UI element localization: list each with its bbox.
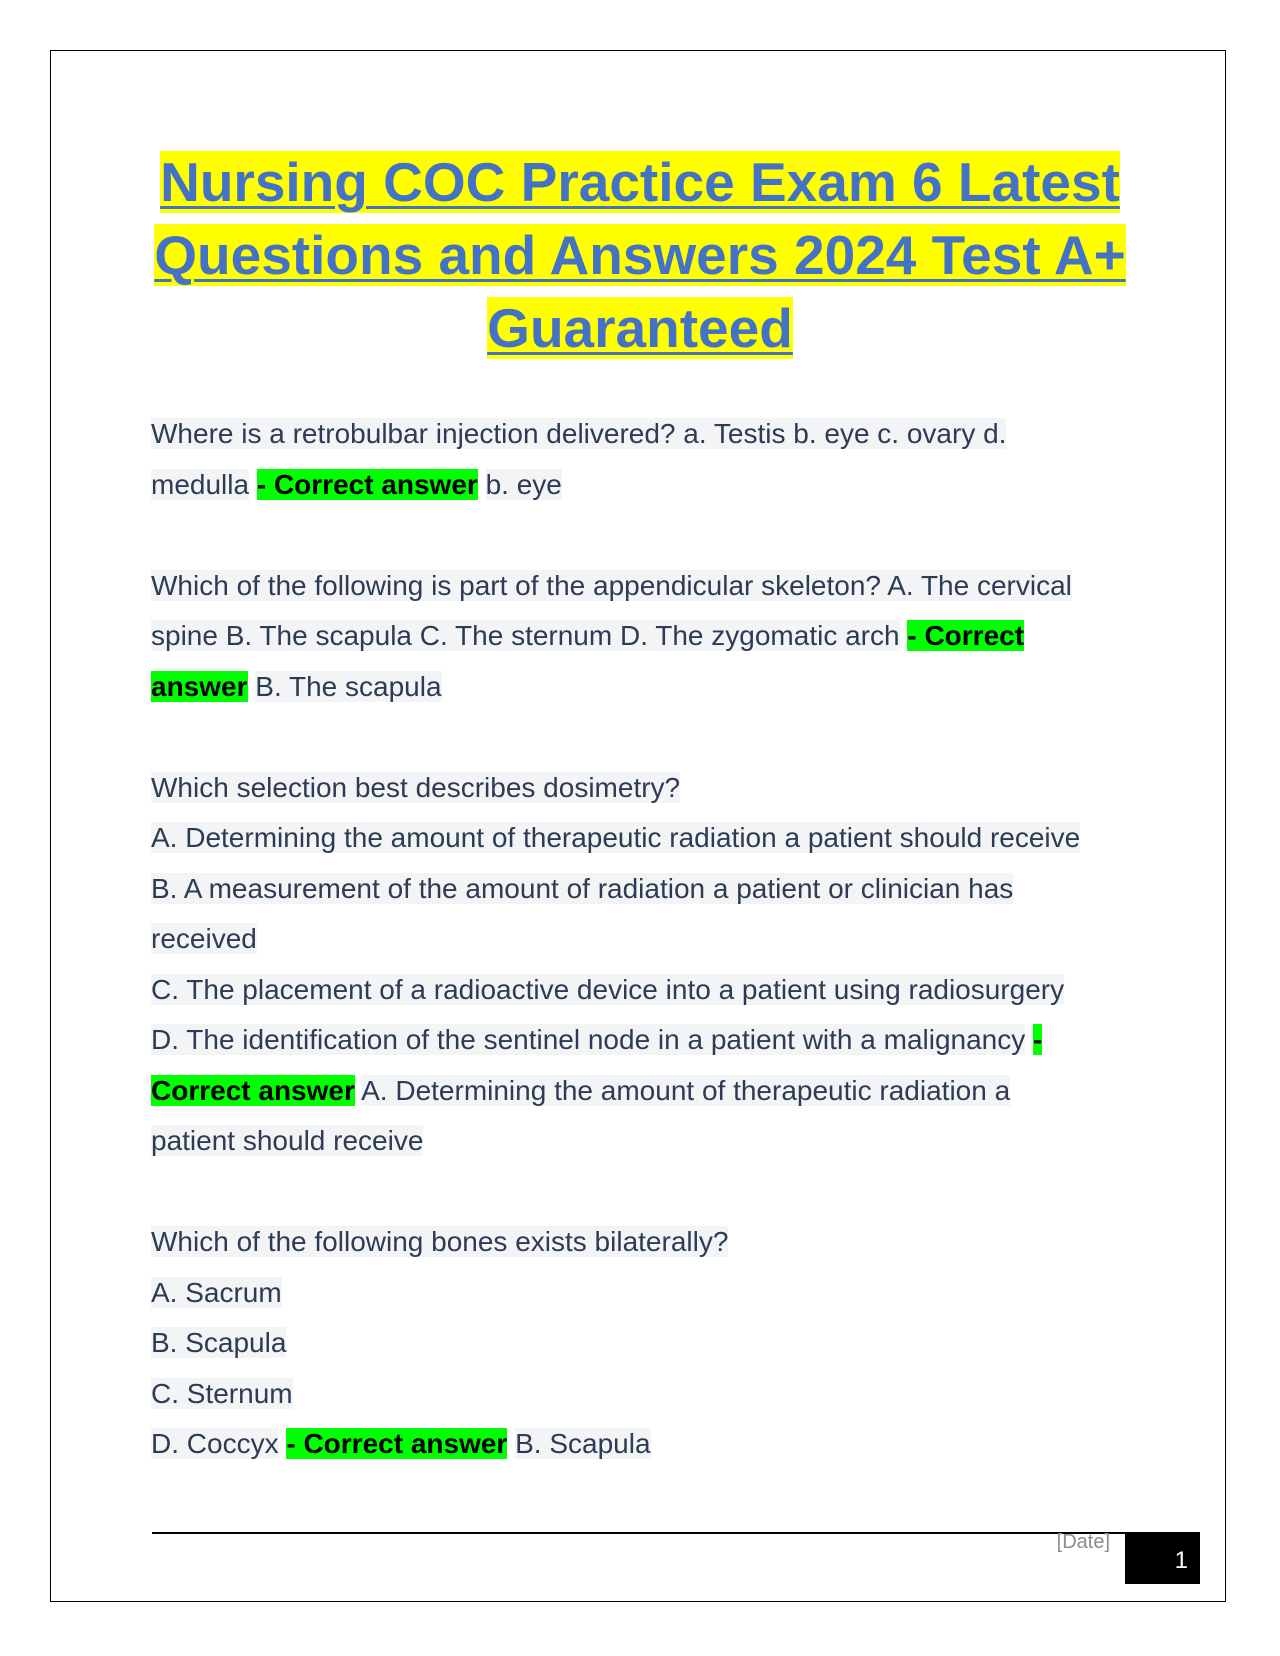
page-number: 1 xyxy=(1125,1532,1200,1584)
correct-answer-marker: - Correct answer xyxy=(286,1428,508,1459)
answer-text: B. Scapula xyxy=(515,1428,651,1459)
option-a: A. Determining the amount of therapeutic radiation a patient should receive xyxy=(151,822,1081,853)
option-b: B. A measurement of the amount of radiation a patient or clinician has xyxy=(151,872,1014,904)
footer-rule xyxy=(152,1532,1200,1534)
answer-text: b. eye xyxy=(485,468,562,500)
correct-answer-marker: - Correct xyxy=(907,620,1025,651)
answer-text-cont: patient should receive xyxy=(151,1125,424,1156)
option-d: D. Coccyx xyxy=(151,1428,279,1459)
option-a: A. Sacrum xyxy=(151,1276,282,1308)
document-body xyxy=(151,409,1141,1470)
answer-text: B. The scapula xyxy=(255,670,442,702)
document-title xyxy=(140,146,1140,365)
correct-answer-marker-cont: answer xyxy=(151,670,248,702)
option-c: C. Sternum xyxy=(151,1377,293,1409)
footer-date: [Date] xyxy=(1056,1531,1110,1553)
question-2: Which of the following is part of the appendicular skeleton? A. The cervical spine B. The scapula C. The sternum D. The zygomatic arch - Correct answer B. The scapula xyxy=(151,569,1072,702)
correct-answer-marker: - xyxy=(1033,1024,1043,1055)
question-3: Which selection best describes dosimetry? A. Determining the amount of therapeutic radiation a patient should receive B. A measurement of the amount of radiation a patient or clinician has received C. The placement of a radioactive device into a patient using radiosurgery D. The identification of the sentinel node in a patient with a malignancy - Correct answer A. Determining the amount of therapeutic radiation a patient should receive xyxy=(151,771,1081,1156)
option-b: B. Scapula xyxy=(151,1327,287,1358)
answer-text: A. Determining the amount of therapeutic radiation a xyxy=(361,1074,1011,1106)
option-b-cont: received xyxy=(151,923,257,954)
question-4: Which of the following bones exists bilaterally? A. Sacrum B. Scapula C. Sternum D. Coccyx - Correct answer B. Scapula xyxy=(151,1226,729,1459)
title-line-2: Questions and Answers 2024 Test A+ xyxy=(154,224,1126,286)
question-1: Where is a retrobulbar injection delivered? a. Testis b. eye c. ovary d. medulla - Correct answer b. eye xyxy=(151,418,1007,500)
title-line-1: Nursing COC Practice Exam 6 Latest xyxy=(160,151,1120,213)
correct-answer-marker: - Correct answer xyxy=(256,468,478,500)
correct-answer-marker-cont: Correct answer xyxy=(151,1074,355,1106)
title-line-3: Guaranteed xyxy=(487,297,793,359)
option-c: C. The placement of a radioactive device into a patient using radiosurgery xyxy=(151,973,1065,1005)
option-d: D. The identification of the sentinel node in a patient with a malignancy xyxy=(151,1024,1026,1055)
